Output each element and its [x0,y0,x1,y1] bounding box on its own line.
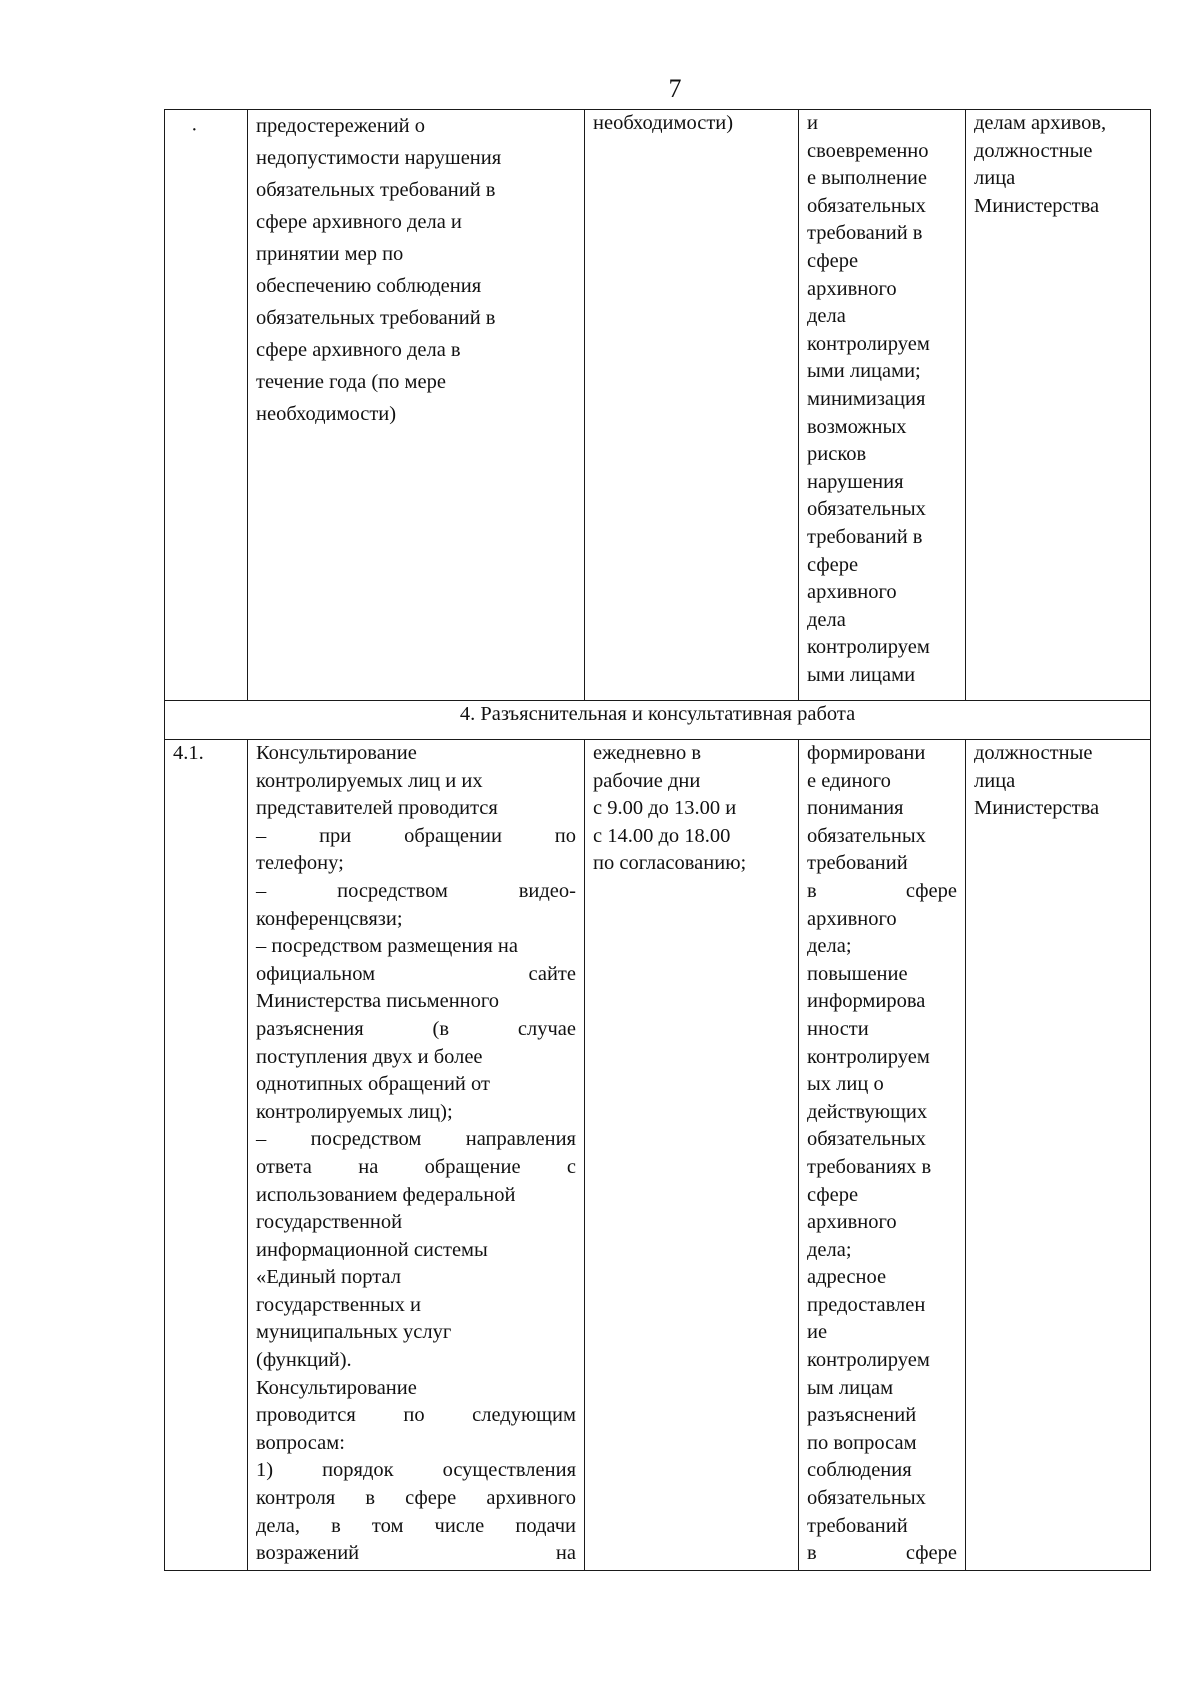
text-line: сфере архивного дела и [256,211,462,233]
text-word: нности [807,1017,869,1040]
section-title: 4. Разъяснительная и консультативная работа [165,701,1151,740]
text-word: предоставлен [807,1293,926,1316]
text-word: конференцсвязи; [256,907,403,930]
text-word: видео- [518,879,576,902]
plan-table [164,109,1151,1571]
text-word: – [256,1128,267,1151]
table-row-4-1 [165,740,1151,1571]
text-line [807,988,957,1016]
text-line [807,768,957,796]
text-line [807,1099,957,1127]
text-line: контролируем [807,636,930,659]
measure-text-cell [248,740,585,1571]
text-word: направления [465,1128,576,1151]
text-line [807,961,957,989]
text-line [256,768,576,796]
text-line: архивного [807,581,897,604]
text-word: числе [434,1514,485,1537]
text-word: контроля [256,1487,336,1510]
text-line [807,1457,957,1485]
text-word: соблюдения [807,1459,912,1482]
text-word: архивного [807,1211,897,1234]
text-word: информационной системы [256,1238,488,1261]
text-word: разъяснений [807,1404,917,1427]
text-word: возражений [256,1542,360,1565]
text-line [807,933,957,961]
text-line: ыми лицами [807,663,916,686]
text-line: необходимости) [593,112,734,134]
row-number-cell [165,740,248,1571]
text-line: Министерства [974,797,1100,820]
text-line [256,1319,576,1347]
section-row [165,701,1151,740]
text-word: официальном [256,962,376,985]
table-row-continuation [165,110,1151,701]
text-line [807,1071,957,1099]
text-line: рабочие дни [593,769,701,792]
text-line [807,1402,957,1430]
text-line: возможных [807,415,907,438]
text-line [256,933,576,961]
text-line: е выполнение [807,167,927,190]
text-word: архивного [486,1487,576,1510]
text-line [256,1237,576,1265]
text-line [807,1375,957,1403]
row-number-cell [165,110,248,701]
text-line [807,1182,957,1210]
text-word: в [365,1487,376,1510]
text-line [256,1099,576,1127]
text-line: требований в [807,525,923,548]
text-word: информирова [807,990,926,1013]
text-word: (функций). [256,1349,352,1372]
text-word: муниципальных услуг [256,1321,452,1344]
text-line [256,823,576,851]
text-word: по [554,824,576,847]
text-word: – [256,824,267,847]
text-line: по согласованию; [593,852,747,875]
text-word: сайте [528,962,576,985]
text-line [807,1264,957,1292]
text-word: использованием федеральной [256,1183,516,1206]
text-line [807,1513,957,1541]
text-line: необходимости) [256,403,397,425]
text-word: архивного [807,907,897,930]
text-line: с 9.00 до 13.00 и [593,797,737,820]
text-line: с 14.00 до 18.00 [593,824,731,847]
text-line [256,1016,576,1044]
text-line [256,1457,576,1485]
text-line [807,1292,957,1320]
text-line: Министерства [974,194,1100,217]
text-line [256,878,576,906]
text-word: сфере [405,1487,457,1510]
text-word: с [566,1155,576,1178]
expected-result-cell [799,110,966,701]
text-word: контролируемых лиц); [256,1100,453,1123]
text-word: сфере [807,1183,859,1206]
text-word: требований [807,1514,908,1537]
text-line: принятии мер по [256,243,404,265]
text-word: в [807,879,817,902]
text-line: недопустимости нарушения [256,147,502,169]
text-line [256,740,576,768]
text-word: подачи [515,1514,576,1537]
text-line: обязательных [807,498,926,521]
text-word: представителей проводится [256,797,498,820]
text-word: требованиях в [807,1155,932,1178]
text-word: обязательных [807,1487,926,1510]
text-word: – посредством размещения на [256,935,518,958]
text-line: требований в [807,222,923,245]
text-word: требований [807,852,908,875]
text-word: ым лицам [807,1376,894,1399]
responsible-cell [966,110,1151,701]
text-line: должностные [974,742,1093,764]
text-line [256,1182,576,1210]
text-word: Консультирование [256,1376,417,1399]
text-line [807,823,957,851]
text-line: лица [974,769,1016,792]
text-word: порядок [322,1459,394,1482]
text-line [256,1044,576,1072]
text-line: должностные [974,139,1093,162]
text-line [256,1402,576,1430]
text-line [807,1044,957,1072]
text-word: при [319,824,352,847]
text-word: – [256,879,267,902]
text-word: дела; [807,935,852,958]
text-word: дела; [807,1238,852,1261]
text-word: понимания [807,797,904,820]
text-line [807,878,957,906]
text-line [807,906,957,934]
text-line: обеспечению соблюдения [256,275,482,297]
text-line [256,1209,576,1237]
row-number: 4.1. [173,742,204,764]
text-word: 1) [256,1459,274,1482]
text-word: повышение [807,962,908,985]
text-word: разъяснения [256,1017,364,1040]
text-line [256,1071,576,1099]
text-word: (в [432,1017,450,1040]
text-word: в [331,1514,341,1537]
text-line [807,1540,957,1568]
text-word: обязательных [807,824,926,847]
text-line [807,1154,957,1182]
text-line: лица [974,167,1016,190]
text-line: архивного [807,277,897,300]
text-line [807,1209,957,1237]
text-line: сфере [807,553,859,576]
text-line: своевременно [807,139,929,162]
deadline-cell [585,740,799,1571]
text-word: ие [807,1321,828,1344]
text-line [256,1430,576,1458]
text-word: ых лиц о [807,1073,884,1096]
text-line [256,1540,576,1568]
text-word: «Единый портал [256,1266,401,1289]
text-word: на [555,1542,576,1565]
text-line [807,1430,957,1458]
text-word: адресное [807,1266,887,1289]
text-word: том [371,1514,404,1537]
text-word: е единого [807,769,891,792]
text-line: и [807,112,818,134]
text-word: телефону; [256,852,344,875]
text-word: по [403,1404,425,1427]
text-line: контролируем [807,332,930,355]
text-word: дела, [256,1514,300,1537]
text-word: обращение [424,1155,521,1178]
text-word: формировани [807,742,926,764]
text-word: действующих [807,1100,928,1123]
text-line [807,740,957,768]
text-line [807,1016,957,1044]
text-line: дела [807,305,846,328]
text-word: на [358,1155,379,1178]
text-word: осуществления [442,1459,576,1482]
text-line: течение года (по мере [256,371,446,393]
text-line [256,906,576,934]
page-number: 7 [668,74,682,103]
text-word: посредством [337,879,448,902]
text-word: Министерства письменного [256,990,500,1013]
text-word: обращении [404,824,502,847]
text-line: сфере [807,249,859,272]
text-word: Консультирование [256,742,417,764]
text-line: дела [807,608,846,631]
text-line [256,988,576,1016]
text-line [807,1347,957,1375]
text-line [256,961,576,989]
text-word: однотипных обращений от [256,1073,490,1096]
text-word: сфере [905,879,957,902]
text-line: обязательных требований в [256,179,496,201]
text-line: делам архивов, [974,112,1107,134]
text-line: нарушения [807,470,904,493]
text-line [256,795,576,823]
text-line: рисков [807,443,867,466]
text-word: государственных и [256,1293,422,1316]
text-line: ыми лицами; [807,360,921,383]
text-line [807,1485,957,1513]
text-line: обязательных [807,194,926,217]
text-word: посредством [310,1128,422,1151]
stray-mark: · [191,119,198,141]
text-line [256,1126,576,1154]
text-word: контролируемых лиц и их [256,769,483,792]
text-line [256,1513,576,1541]
text-line: ежедневно в [593,742,702,764]
text-line [807,795,957,823]
text-line [256,1154,576,1182]
deadline-cell [585,110,799,701]
text-word: обязательных [807,1128,926,1151]
text-line [256,1347,576,1375]
text-word: в [807,1542,817,1565]
text-word: случае [517,1017,576,1040]
measure-text-cell [248,110,585,701]
text-line: сфере архивного дела в [256,339,461,361]
text-line: минимизация [807,387,926,410]
text-word: контролируем [807,1349,930,1372]
text-line [256,850,576,878]
text-word: следующим [472,1404,576,1427]
text-word: по вопросам [807,1431,917,1454]
text-word: контролируем [807,1045,930,1068]
text-line: обязательных требований в [256,307,496,329]
text-word: сфере [905,1542,957,1565]
text-line [256,1264,576,1292]
text-line [807,1319,957,1347]
text-word: ответа [256,1155,312,1178]
text-word: поступления двух и более [256,1045,483,1068]
text-word: вопросам: [256,1431,345,1454]
text-word: проводится [256,1404,356,1427]
text-line [256,1292,576,1320]
expected-result-cell [799,740,966,1571]
responsible-cell [966,740,1151,1571]
text-line [807,850,957,878]
text-word: государственной [256,1211,403,1234]
text-line [256,1485,576,1513]
text-line [256,1375,576,1403]
text-line [807,1126,957,1154]
text-line [807,1237,957,1265]
text-line: предостережений о [256,115,426,137]
